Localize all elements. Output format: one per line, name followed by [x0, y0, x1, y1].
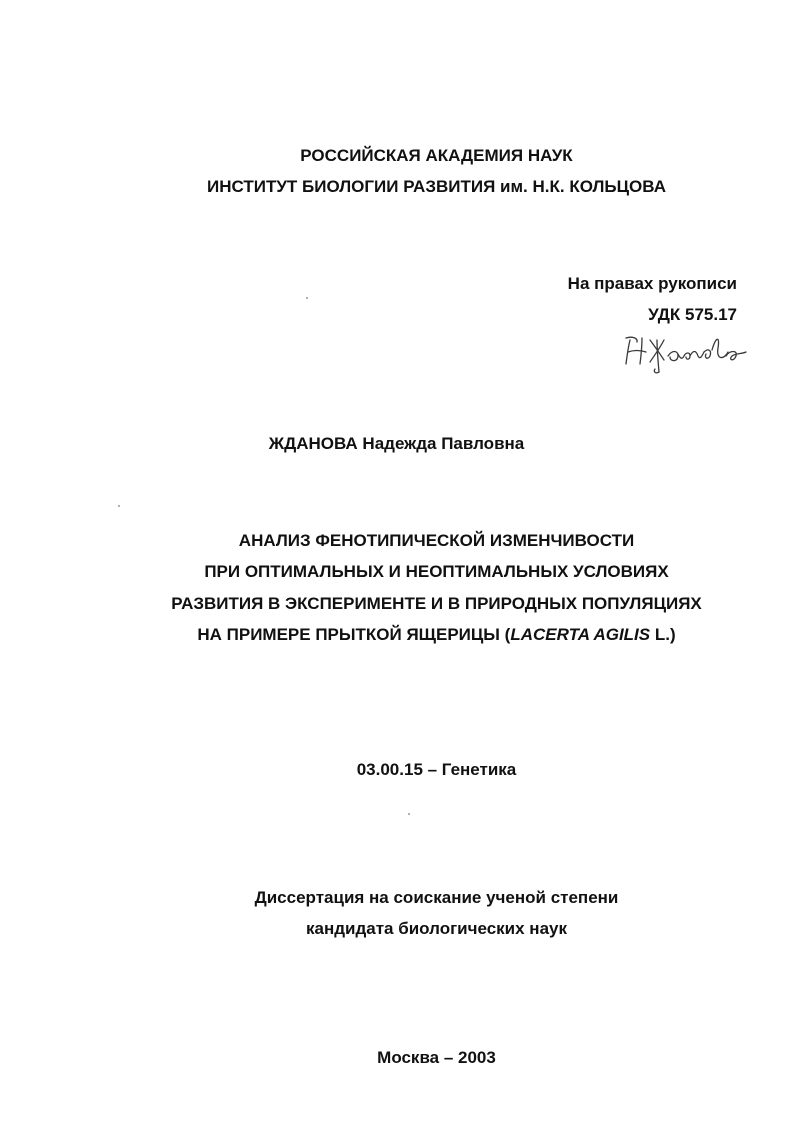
thesis-title-line-1: АНАЛИЗ ФЕНОТИПИЧЕСКОЙ ИЗМЕНЧИВОСТИ	[238, 531, 635, 550]
scan-speck	[306, 297, 308, 299]
degree-line-2: кандидата биологических наук	[305, 919, 567, 938]
thesis-title-line-2: ПРИ ОПТИМАЛЬНЫХ И НЕОПТИМАЛЬНЫХ УСЛОВИЯХ	[204, 562, 669, 581]
manuscript-rights-label: На правах рукописи	[567, 274, 737, 293]
institute-name: ИНСТИТУТ БИОЛОГИИ РАЗВИТИЯ им. Н.К. КОЛЬЦОВА	[207, 177, 666, 196]
academy-name: РОССИЙСКАЯ АКАДЕМИЯ НАУК	[300, 146, 573, 165]
scan-speck	[118, 505, 120, 507]
author-name: ЖДАНОВА Надежда Павловна	[268, 434, 525, 453]
thesis-title-line-4-prefix: НА ПРИМЕРЕ ПРЫТКОЙ ЯЩЕРИЦЫ (	[197, 625, 511, 644]
specialty-code: 03.00.15 – Генетика	[356, 760, 517, 779]
udc-code: УДК 575.17	[648, 305, 737, 324]
city-year: Москва – 2003	[377, 1048, 496, 1067]
thesis-title-line-4-suffix: L.)	[650, 625, 676, 644]
species-latin-name: LACERTA AGILIS	[510, 625, 651, 644]
scan-speck	[408, 813, 410, 815]
thesis-title-line-4	[40, 625, 793, 645]
thesis-title-line-3: РАЗВИТИЯ В ЭКСПЕРИМЕНТЕ И В ПРИРОДНЫХ ПОПУЛЯЦИЯХ	[171, 594, 702, 613]
signature-image	[620, 326, 750, 376]
degree-line-1: Диссертация на соискание ученой степени	[254, 888, 619, 907]
